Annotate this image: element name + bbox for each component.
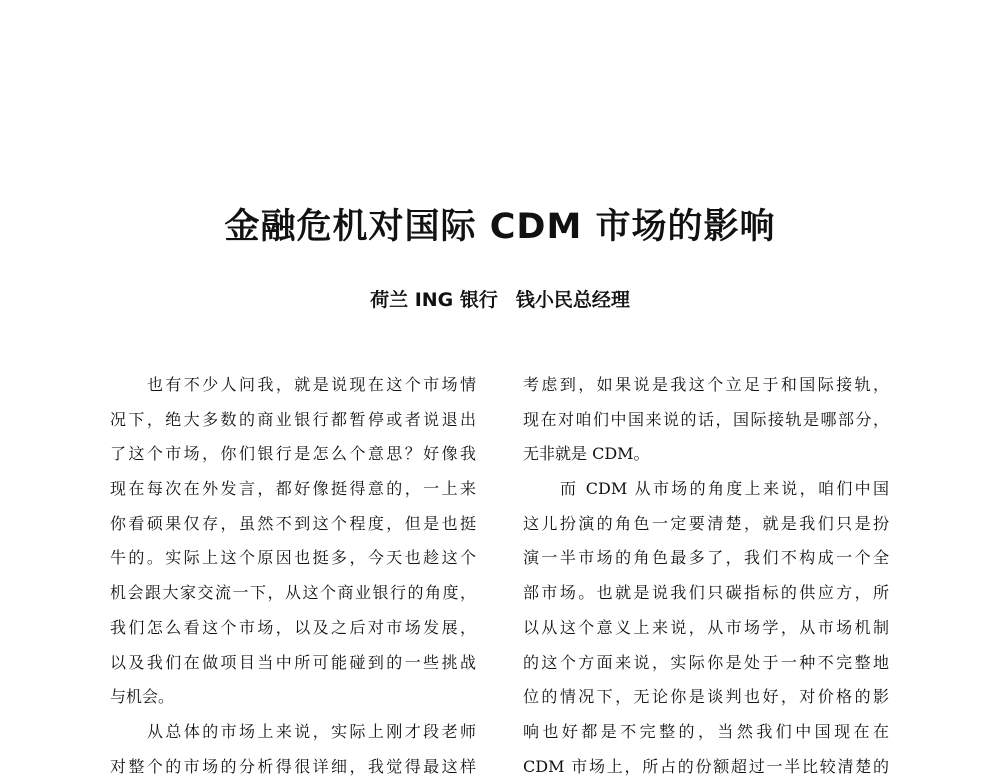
article-title: 金融危机对国际 CDM 市场的影响	[224, 207, 776, 247]
text-line: 对整个的市场的分析得很详细，我觉得最这样	[110, 756, 476, 776]
text-line: 与机会。	[110, 687, 175, 707]
author-name: 钱小民总经理	[515, 289, 630, 311]
text-line: 你看硕果仅存，虽然不到这个程度，但是也挺	[110, 513, 476, 533]
text-line: CDM 市场上，所占的份额超过一半比较清楚的	[523, 756, 889, 776]
body-column-left	[110, 368, 476, 784]
text-line: 部市场。也就是说我们只碳指标的供应方，所	[523, 583, 889, 603]
text-line: 无非就是 CDM。	[523, 444, 650, 464]
text-line: 我们怎么看这个市场，以及之后对市场发展，	[110, 617, 476, 637]
text-line: 位的情况下，无论你是谈判也好，对价格的影	[523, 687, 889, 707]
text-line: 现在对咱们中国来说的话，国际接轨是哪部分，	[523, 409, 889, 429]
text-line: 牛的。实际上这个原因也挺多，今天也趁这个	[110, 548, 476, 568]
text-line: 以从这个意义上来说，从市场学，从市场机制	[523, 617, 889, 637]
author-byline	[0, 286, 1000, 314]
body-column-right	[523, 368, 889, 784]
text-line: 的这个方面来说，实际你是处于一种不完整地	[523, 652, 889, 672]
text-line: 演一半市场的角色最多了，我们不构成一个全	[523, 548, 889, 568]
text-line: 考虑到，如果说是我这个立足于和国际接轨，	[523, 375, 889, 394]
text-line: 响也好都是不完整的，当然我们中国现在在	[523, 721, 889, 741]
text-line: 这儿扮演的角色一定要清楚，就是我们只是扮	[523, 513, 889, 533]
text-line: 也有不少人问我，就是说现在这个市场情	[147, 375, 476, 394]
text-line: 了这个市场，你们银行是怎么个意思？好像我	[110, 444, 476, 464]
text-line: 从总体的市场上来说，实际上刚才段老师	[147, 721, 476, 741]
text-line: 现在每次在外发言，都好像挺得意的，一上来	[110, 479, 476, 499]
text-line: 况下，绝大多数的商业银行都暂停或者说退出	[110, 409, 476, 429]
text-line: 机会跟大家交流一下，从这个商业银行的角度，	[110, 583, 476, 603]
text-line: 而 CDM 从市场的角度上来说，咱们中国	[560, 479, 889, 499]
text-line: 以及我们在做项目当中所可能碰到的一些挑战	[110, 652, 476, 672]
author-organization: 荷兰 ING 银行	[370, 289, 498, 311]
